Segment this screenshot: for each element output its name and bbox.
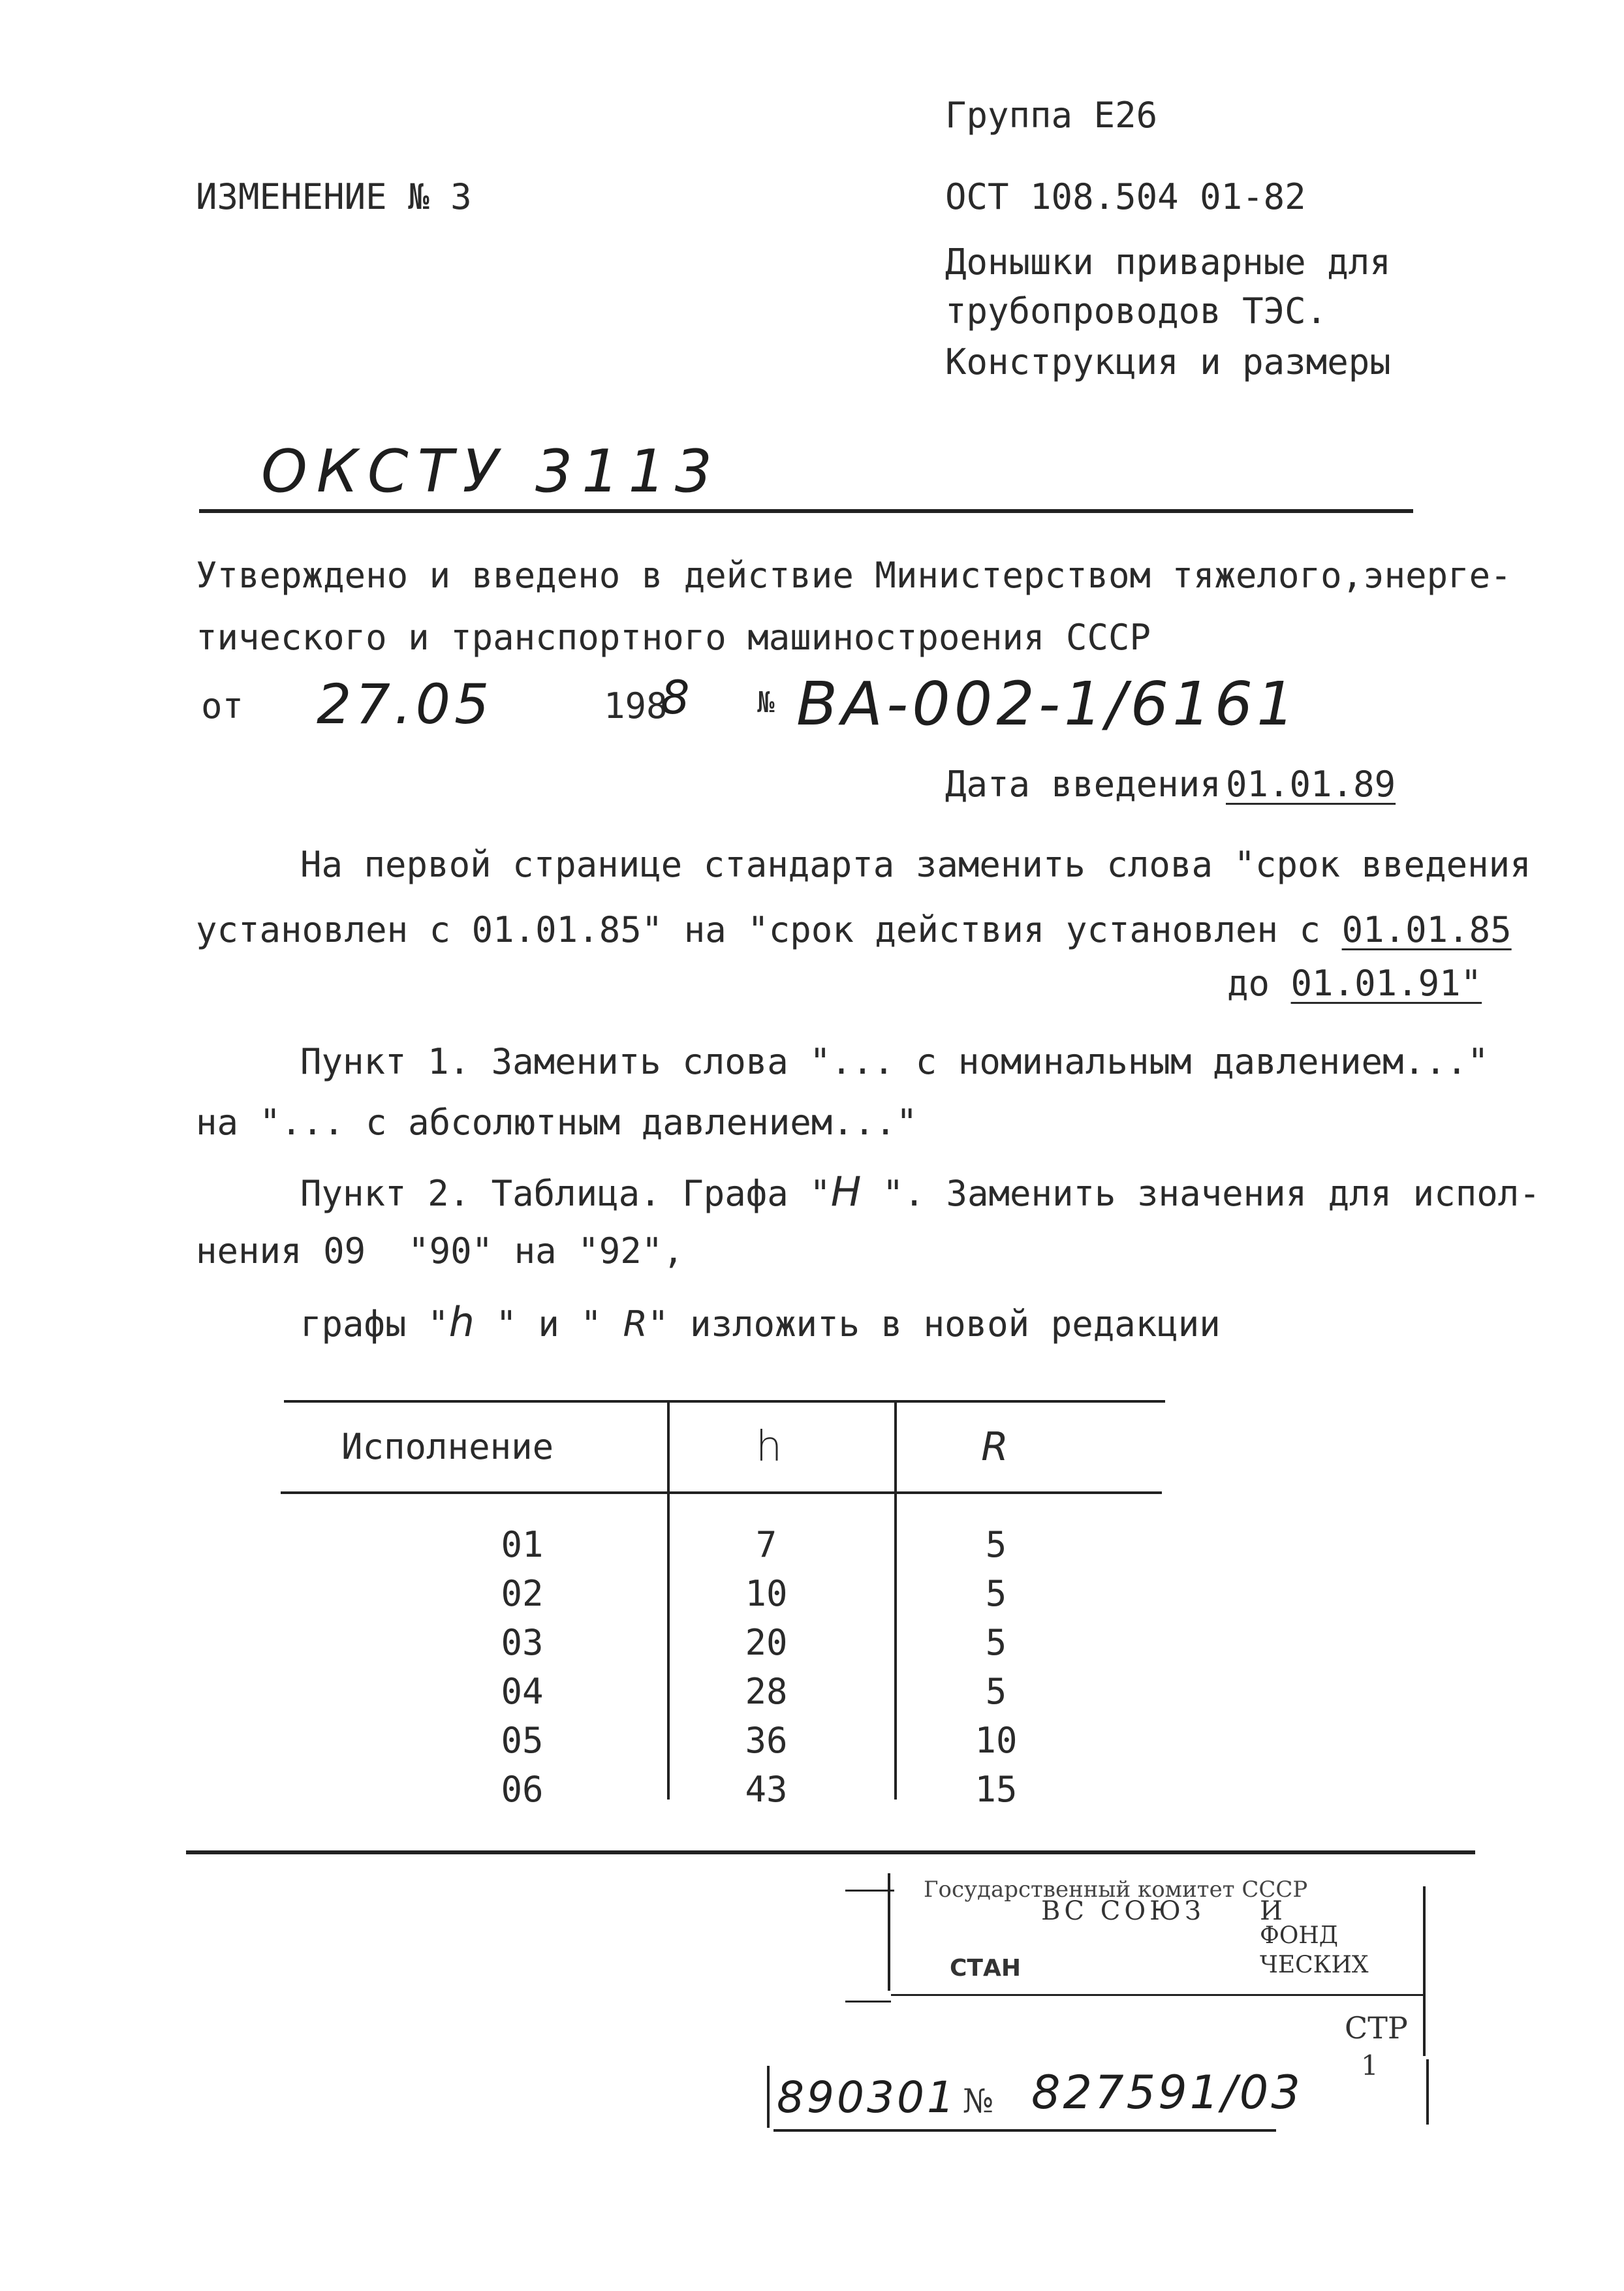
paragraph-1-new-date: 01.01.91" [1290, 963, 1482, 1004]
table-cell-R: 10 [975, 1720, 1018, 1761]
table-cell-execution: 02 [501, 1573, 544, 1614]
paragraph-4-text-a: графы " [300, 1303, 449, 1345]
table-cell-h: 43 [745, 1769, 788, 1810]
table-cell-h: 36 [745, 1720, 788, 1761]
stamp-line-3: И [1260, 1896, 1283, 1926]
table-cell-execution: 03 [501, 1622, 544, 1663]
paragraph-2-line-1: Пункт 1. Заменить слова "... с номинальным давлением..." [300, 1041, 1489, 1082]
intro-date: 01.01.89 [1226, 764, 1396, 805]
stamp-line-1: Государственный комитет СССР [924, 1877, 1308, 1903]
standard-title-line-3: Конструкция и размеры [945, 341, 1391, 382]
okstu-code: ОКСТУ 3113 [261, 437, 722, 506]
standard-title-line-2: трубопроводов ТЭС. [945, 290, 1328, 332]
paragraph-1-line-1: На первой странице стандарта заменить слова "срок введения [300, 844, 1531, 885]
paragraph-1-line-3-text: до [1227, 963, 1291, 1004]
paragraph-1-line-2-text: установлен с 01.01.85" на "срок действия установлен с [196, 909, 1342, 950]
paragraph-3-H-symbol: H [830, 1168, 862, 1215]
approval-line-2: тического и транспортного машиностроения СССР [196, 617, 1151, 658]
table-cell-R: 5 [985, 1573, 1007, 1614]
stamp-line-2: ВС СОЮЗ [1041, 1896, 1205, 1926]
table-cell-execution: 05 [501, 1720, 544, 1761]
stamp-line-5: ФОНД [1260, 1922, 1339, 1949]
table-cell-h: 7 [755, 1524, 777, 1565]
stamp-lower-right-border [1426, 2059, 1429, 2125]
paragraph-1-old-date: 01.01.85 [1341, 909, 1512, 950]
table-cell-R: 5 [985, 1524, 1007, 1565]
table-header-rule [281, 1491, 1162, 1494]
stamp-right-border [1423, 1886, 1426, 2056]
table-cell-R: 15 [975, 1769, 1018, 1810]
paragraph-4-text-c: " изложить в новой редакции [647, 1303, 1221, 1345]
stamp-line-4: СТАН [950, 1955, 1021, 1982]
approval-line-1: Утверждено и введено в действие Министерством тяжелого,энерге- [196, 555, 1512, 596]
group-label: Группа Е26 [945, 95, 1158, 136]
stamp-handwritten-number: 827591/03 [1031, 2066, 1303, 2119]
change-number: ИЗМЕНЕНИЕ № 3 [196, 176, 472, 217]
table-column-divider-2 [894, 1401, 897, 1800]
intro-date-label: Дата введения [945, 764, 1221, 805]
stamp-page-label: СТР [1345, 2010, 1408, 2046]
table-header-R: R [981, 1424, 1008, 1470]
paragraph-3-text-b: ". Заменить значения для испол- [861, 1173, 1540, 1214]
paragraph-3-line-1 [300, 1168, 1540, 1215]
table-cell-execution: 04 [501, 1671, 544, 1712]
approval-from-label: от [201, 685, 244, 726]
approval-number: ВА-002-1/6161 [796, 669, 1299, 739]
paragraph-3-text-a: Пункт 2. Таблица. Графа " [300, 1173, 831, 1214]
table-cell-h: 28 [745, 1671, 788, 1712]
standard-title-line-1: Донышки приварные для [945, 242, 1391, 283]
paragraph-1-line-3 [1227, 963, 1482, 1004]
stamp-page-number: 1 [1361, 2049, 1379, 2081]
table-cell-h: 20 [745, 1622, 788, 1663]
stamp-bottom-rule [891, 1994, 1423, 1996]
table-header-h: h [755, 1423, 783, 1471]
paragraph-4-text-b: " и " [474, 1303, 623, 1345]
stamp-left-border [888, 1873, 890, 1991]
table-top-rule [284, 1400, 1165, 1403]
paragraph-4 [300, 1298, 1221, 1346]
paragraph-4-R-symbol: R [623, 1303, 648, 1345]
standard-number: ОСТ 108.504 01-82 [945, 176, 1306, 217]
table-cell-execution: 01 [501, 1524, 544, 1565]
stamp-lower-left-border [767, 2066, 770, 2128]
stamp-left-outer-rule [845, 2001, 891, 2003]
stamp-line-6: ЧЕСКИХ [1260, 1952, 1369, 1978]
stamp-number-underline [773, 2129, 1276, 2132]
approval-year-handwritten: 8 [661, 671, 694, 725]
stamp-top-left-rule [845, 1890, 894, 1892]
table-column-divider-1 [667, 1401, 670, 1800]
paragraph-4-h-symbol: h [448, 1298, 475, 1346]
approval-date: 27.05 [317, 672, 493, 736]
table-cell-execution: 06 [501, 1769, 544, 1810]
bottom-divider [186, 1850, 1475, 1854]
table-header-execution: Исполнение [341, 1426, 554, 1467]
stamp-handwritten-date: 890301 [777, 2072, 957, 2123]
paragraph-1-line-2 [196, 909, 1512, 950]
header-divider [199, 509, 1413, 513]
table-cell-R: 5 [985, 1671, 1007, 1712]
table-cell-h: 10 [745, 1573, 788, 1614]
table-cell-R: 5 [985, 1622, 1007, 1663]
stamp-number-label: № [963, 2082, 994, 2120]
paragraph-2-line-2: на "... с абсолютным давлением..." [196, 1102, 918, 1143]
approval-number-label: № [757, 686, 775, 719]
paragraph-3-line-2: нения 09 "90" на "92", [196, 1230, 684, 1271]
approval-year-printed: 198 [604, 685, 668, 726]
